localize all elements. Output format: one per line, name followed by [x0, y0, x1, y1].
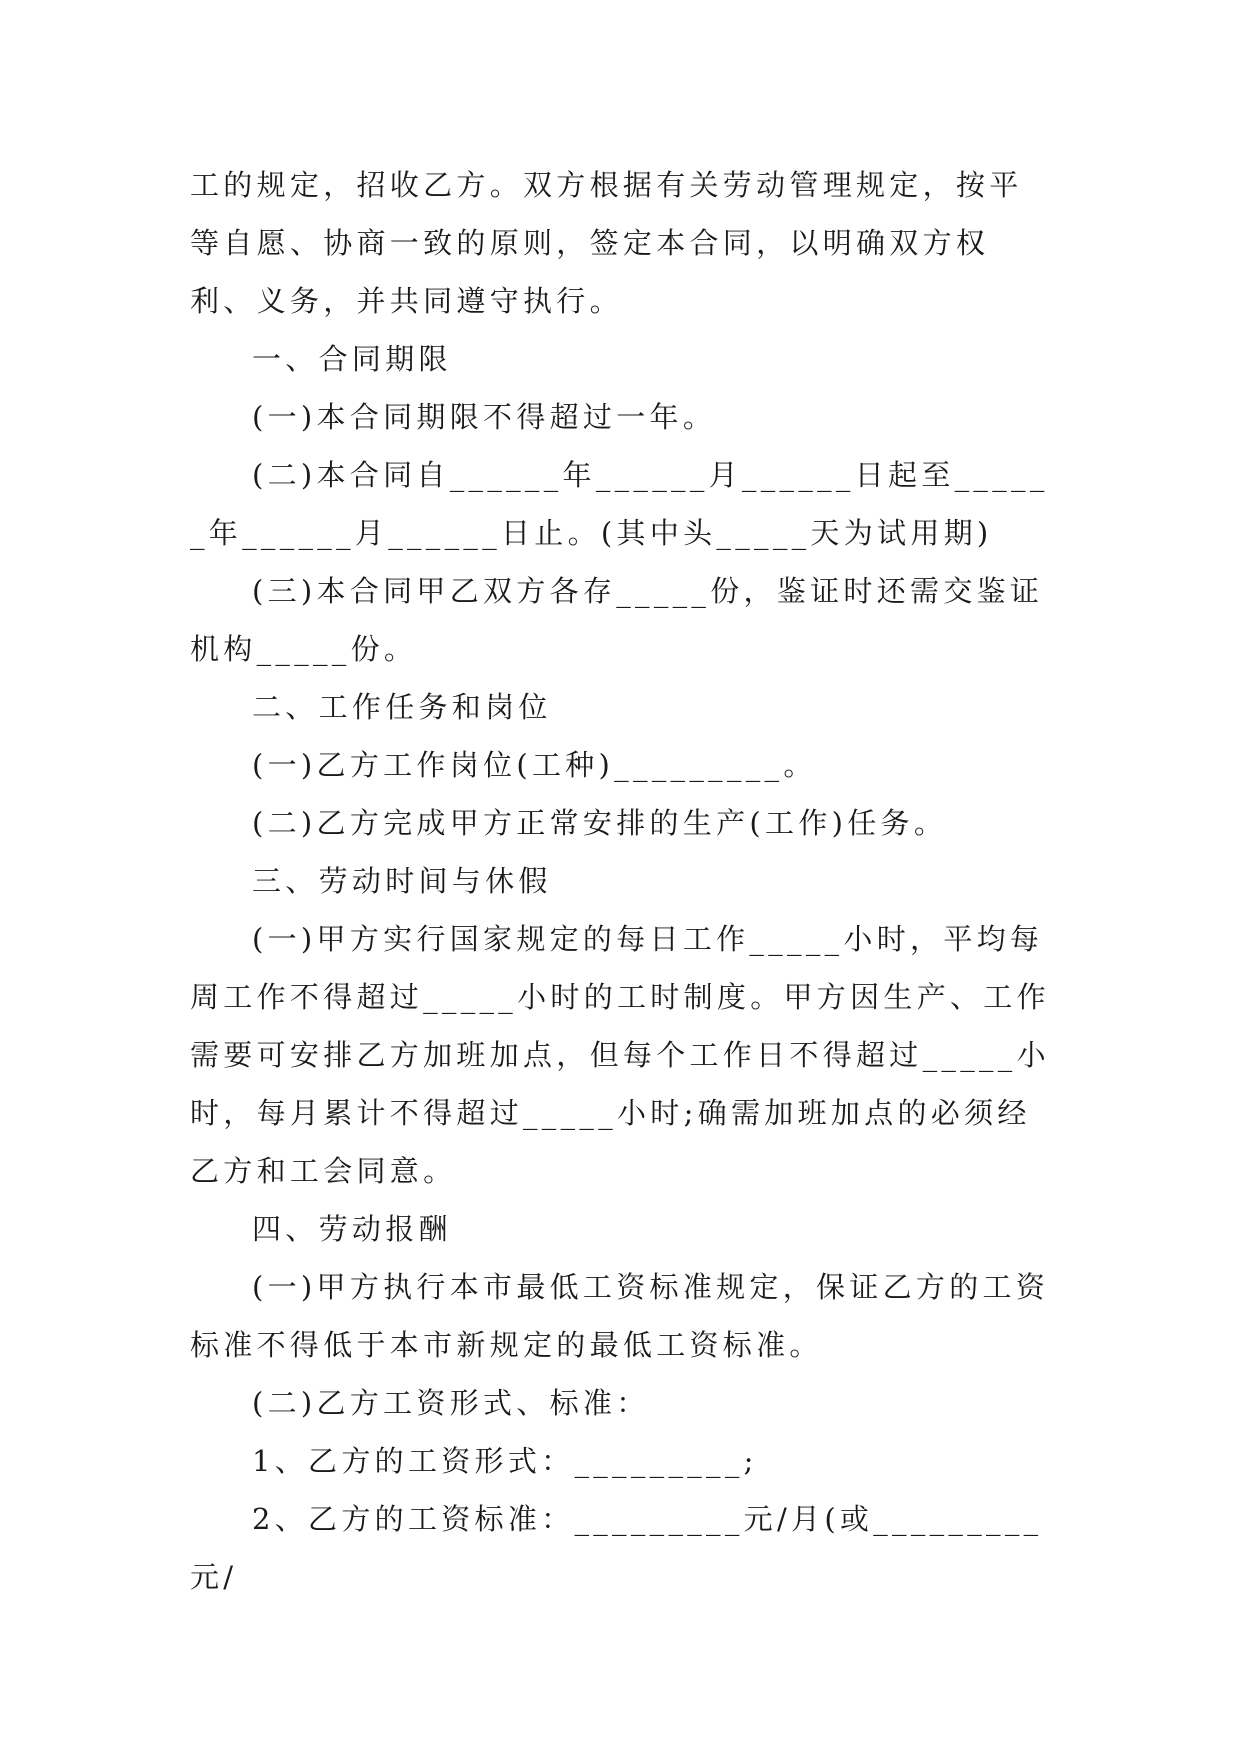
- clause-copies: (三)本合同甲乙双方各存_____份，鉴证时还需交鉴证机构_____份。: [190, 574, 1044, 666]
- clause-minimum-wage: (一)甲方执行本市最低工资标准规定，保证乙方的工资标准不得低于本市新规定的最低工资标准。: [190, 1270, 1050, 1362]
- clause-wage-form: 1、乙方的工资形式：_________;: [252, 1444, 758, 1478]
- clause-wage-form-standard: (二)乙方工资形式、标准：: [252, 1386, 650, 1420]
- section-heading-working-hours: 三、劳动时间与休假: [252, 864, 552, 898]
- clause-working-hours: (一)甲方实行国家规定的每日工作_____小时，平均每周工作不得超过_____小时的工时制度。甲方因生产、工作需要可安排乙方加班加点，但每个工作日不得超过_____小时，每月累计不得超过_____小时;确需加班加点的必须经乙方和工会同意。: [190, 922, 1050, 1188]
- paragraph-intro-continued: 工的规定，招收乙方。双方根据有关劳动管理规定，按平等自愿、协商一致的原则，签定本合同，以明确双方权利、义务，并共同遵守执行。: [190, 168, 1023, 318]
- clause-wage-standard: 2、乙方的工资标准：_________元/月(或_________元/: [190, 1502, 1043, 1594]
- section-heading-contract-term: 一、合同期限: [252, 342, 452, 376]
- section-heading-duties: 二、工作任务和岗位: [252, 690, 552, 724]
- clause-job-position: (一)乙方工作岗位(工种)_________。: [252, 748, 817, 782]
- clause-term-limit: (一)本合同期限不得超过一年。: [252, 400, 717, 434]
- clause-job-tasks: (二)乙方完成甲方正常安排的生产(工作)任务。: [252, 806, 948, 840]
- clause-term-dates: (二)本合同自______年______月______日起至______年______月______日止。(其中头_____天为试用期): [190, 458, 1049, 550]
- section-heading-remuneration: 四、劳动报酬: [252, 1212, 452, 1246]
- document-body: [190, 156, 1052, 1606]
